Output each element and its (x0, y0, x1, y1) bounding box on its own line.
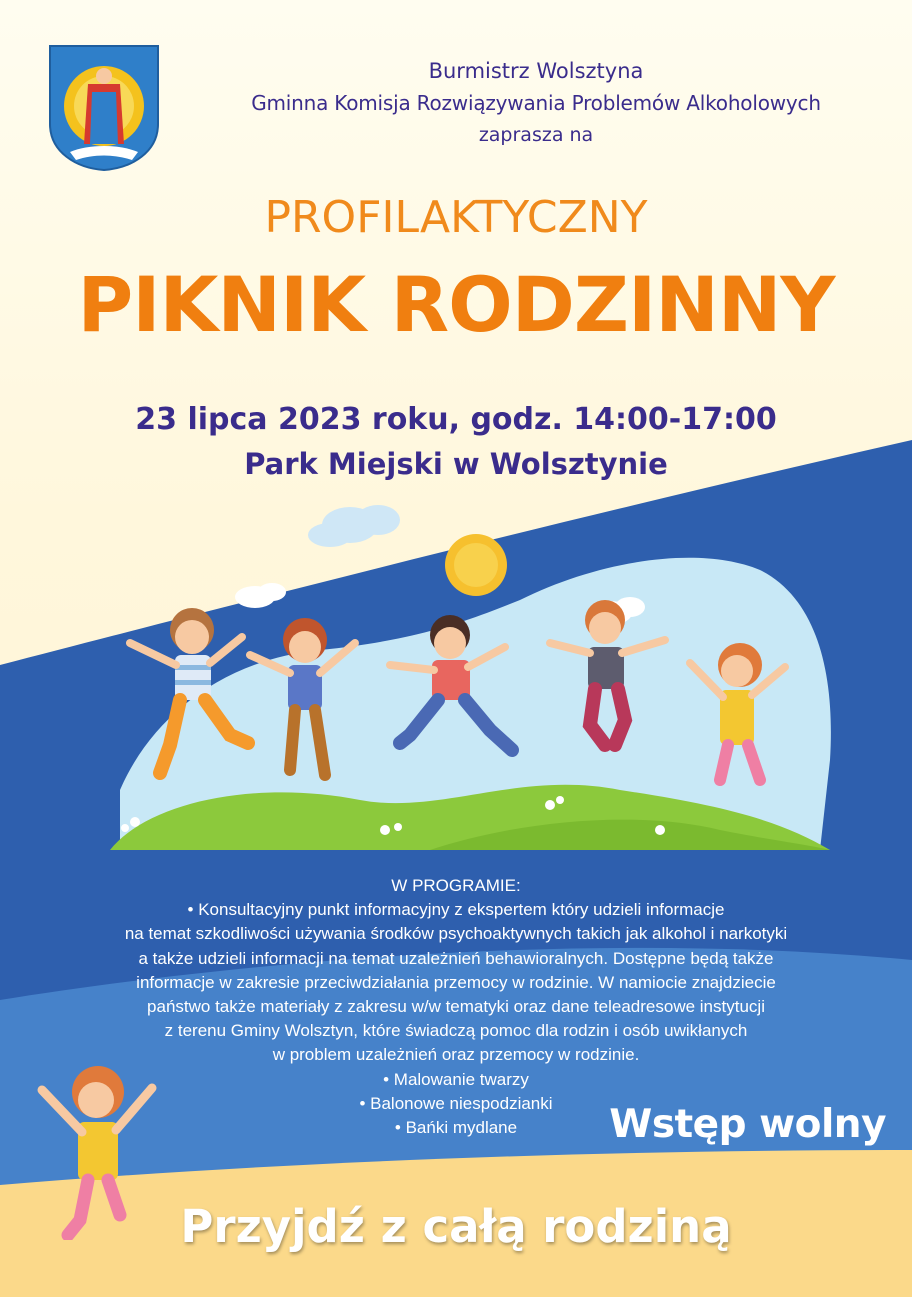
kid-figure (390, 615, 512, 750)
kids-illustration (120, 595, 810, 805)
mayor-line: Burmistrz Wolsztyna (428, 59, 644, 83)
program-line: z terenu Gminy Wolsztyn, które świadczą pomoc dla rodzin i osób uwikłanych (164, 1021, 748, 1041)
program-line: informacje w zakresie przeciwdziałania przemocy w rodzinie. W namiocie znajdziecie (136, 972, 776, 992)
event-date-time: 23 lipca 2023 roku, godz. 14:00-17:00 (135, 402, 777, 437)
program-line: • Bańki mydlane (394, 1118, 518, 1138)
invites-line: zaprasza na (478, 124, 594, 146)
program-line: państwo także materiały z zakresu w/w tematyki oraz dane teleadresowe instytucji (147, 997, 765, 1017)
program-line: a także udzieli informacji na temat uzależnień behawioralnych. Dostępne będą także (138, 948, 774, 968)
program-line: • Konsultacyjny punkt informacyjny z ekspertem który udzieli informacje (187, 900, 725, 920)
title-line-1: PROFILAKTYCZNY (264, 192, 648, 243)
event-details (0, 398, 912, 486)
free-entry-note: Wstęp wolny (609, 1102, 886, 1147)
event-location: Park Miejski w Wolsztynie (244, 447, 668, 481)
program-line: • Malowanie twarzy (383, 1069, 529, 1089)
program-section (40, 874, 872, 1140)
cloud-icon (308, 505, 400, 547)
footer-slogan: Przyjdź z całą rodziną (180, 1200, 732, 1253)
program-line: w problem uzależnień oraz przemocy w rodzinie. (272, 1045, 640, 1065)
kid-figure (550, 600, 665, 745)
kid-figure (250, 618, 355, 775)
coat-of-arms-icon (48, 44, 160, 172)
commission-line: Gminna Komisja Rozwiązywania Problemów Alkoholowych (251, 91, 821, 115)
sun-icon (445, 534, 507, 596)
organizer-header (160, 55, 912, 151)
kid-figure (130, 608, 248, 773)
title-line-2: PIKNIK RODZINNY (77, 260, 835, 349)
program-heading: W PROGRAMIE: (391, 876, 521, 895)
program-line: • Balonowe niespodzianki (359, 1093, 553, 1113)
kid-figure (690, 643, 785, 780)
program-line: na temat szkodliwości używania środków psychoaktywnych takich jak alkohol i narkotyki (124, 924, 788, 944)
